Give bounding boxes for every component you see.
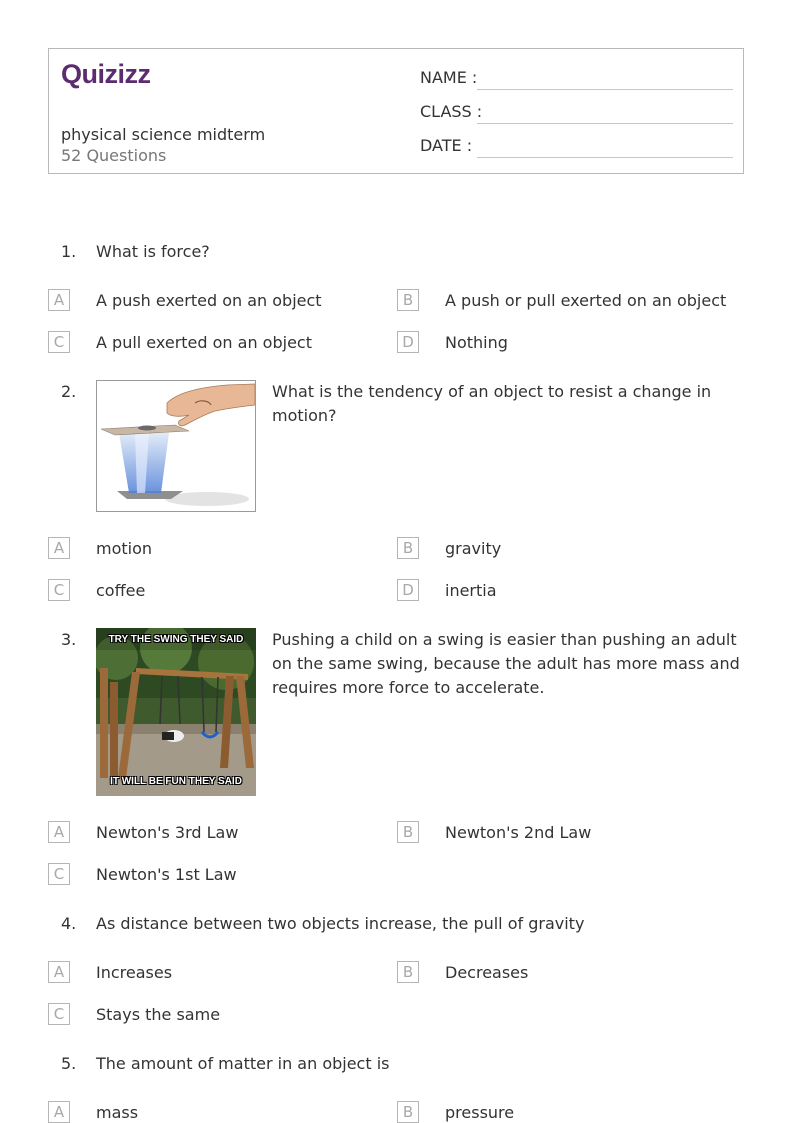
name-line[interactable]	[477, 89, 733, 90]
question-count: 52 Questions	[61, 146, 167, 165]
option-text: Stays the same	[96, 1005, 221, 1024]
class-label: CLASS :	[420, 102, 483, 121]
option-text: Nothing	[445, 333, 508, 352]
option-text: A push exerted on an object	[96, 291, 322, 310]
option-letter[interactable]: C	[48, 331, 70, 353]
option-text: Newton's 1st Law	[96, 865, 237, 884]
question-text: As distance between two objects increase, the pull of gravity	[96, 914, 585, 933]
option-text: Decreases	[445, 963, 529, 982]
option-text: Increases	[96, 963, 173, 982]
worksheet-header	[48, 48, 744, 174]
question-text: What is the tendency of an object to resist a change in motion?	[272, 382, 712, 425]
option-text: pressure	[445, 1103, 515, 1122]
option-text: gravity	[445, 539, 502, 558]
option-letter[interactable]: C	[48, 1003, 70, 1025]
option-letter[interactable]: B	[397, 537, 419, 559]
option-letter[interactable]: B	[397, 289, 419, 311]
option-letter[interactable]: A	[48, 821, 70, 843]
swing-meme-image	[96, 628, 256, 796]
option-text: Newton's 2nd Law	[445, 823, 592, 842]
option-text: motion	[96, 539, 153, 558]
question-number: 5.	[61, 1054, 77, 1073]
option-letter[interactable]: A	[48, 537, 70, 559]
option-text: mass	[96, 1103, 139, 1122]
worksheet-title: physical science midterm	[61, 125, 266, 144]
date-line[interactable]	[477, 157, 733, 158]
option-letter[interactable]: A	[48, 1101, 70, 1123]
option-text: Newton's 3rd Law	[96, 823, 239, 842]
swing-meme-illustration	[96, 628, 256, 796]
question-text: What is force?	[96, 242, 210, 261]
option-text: inertia	[445, 581, 497, 600]
question-text: Pushing a child on a swing is easier than pushing an adult on the same swing, because the adult has more mass and requires more force to accelerate.	[272, 630, 740, 697]
inertia-card-image	[96, 380, 256, 512]
date-label: DATE :	[420, 136, 473, 155]
option-text: A pull exerted on an object	[96, 333, 312, 352]
option-text: A push or pull exerted on an object	[445, 291, 727, 310]
quizizz-logo: Quizizz	[61, 59, 151, 89]
option-letter[interactable]: C	[48, 579, 70, 601]
option-text: coffee	[96, 581, 146, 600]
question-number: 4.	[61, 914, 77, 933]
coin-card-glass-illustration	[97, 381, 255, 511]
class-line[interactable]	[477, 123, 733, 124]
question-text: The amount of matter in an object is	[96, 1054, 390, 1073]
question-number: 2.	[61, 382, 77, 401]
option-letter[interactable]: B	[397, 961, 419, 983]
question-number: 1.	[61, 242, 77, 261]
class-field[interactable]	[420, 102, 733, 124]
option-letter[interactable]: A	[48, 289, 70, 311]
option-letter[interactable]: B	[397, 821, 419, 843]
option-letter[interactable]: B	[397, 1101, 419, 1123]
option-letter[interactable]: D	[397, 331, 419, 353]
question-number: 3.	[61, 630, 77, 649]
name-label: NAME :	[420, 68, 478, 87]
option-letter[interactable]: C	[48, 863, 70, 885]
date-field[interactable]	[420, 136, 733, 158]
option-letter[interactable]: A	[48, 961, 70, 983]
option-letter[interactable]: D	[397, 579, 419, 601]
meme-top-caption: TRY THE SWING THEY SAID	[108, 634, 244, 645]
meme-bottom-caption: IT WILL BE FUN THEY SAID	[110, 776, 242, 787]
name-field[interactable]	[420, 68, 733, 90]
